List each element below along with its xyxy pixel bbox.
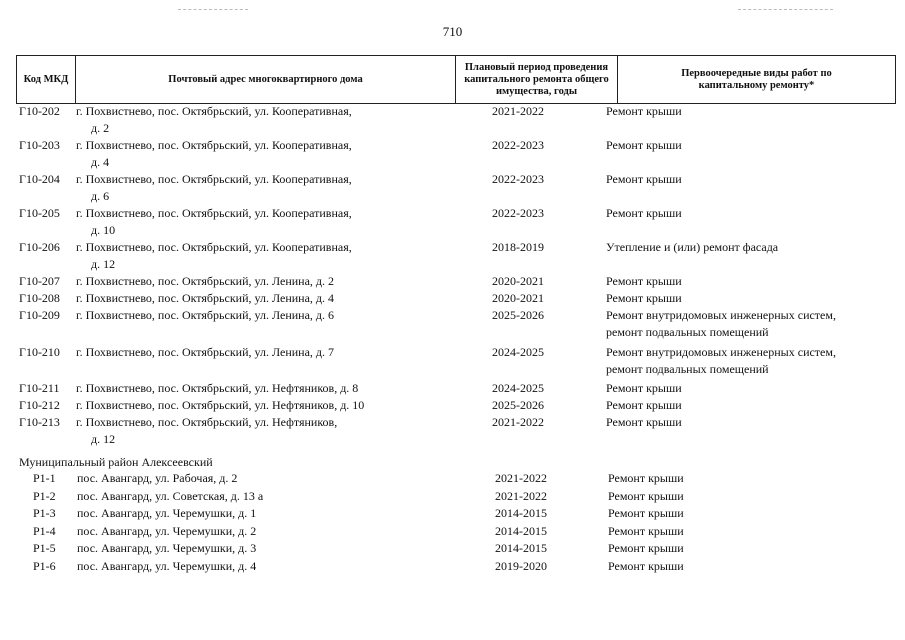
cell-period: 2022-2023 [492,206,544,220]
cell-period: 2021-2022 [492,104,544,118]
cell-code: Р1-2 [33,488,56,503]
cell-work: Ремонт внутридомовых инженерных систем, [606,345,836,359]
scan-artifact [738,9,833,11]
cell-period: 2025-2026 [492,308,544,322]
cell-period: 2018-2019 [492,240,544,254]
cell-address: пос. Авангард, ул. Рабочая, д. 2 [77,471,238,485]
cell-work: Ремонт крыши [608,523,684,538]
cell-period: 2025-2026 [492,398,544,412]
cell-address: г. Похвистнево, пос. Октябрьский, ул. Ленина, д. 6 [76,308,335,322]
cell-code: Г10-207 [19,274,60,288]
header-work: Первоочередные виды работ по капитальному ремонту* [617,56,896,103]
cell-period: 2020-2021 [492,291,544,305]
cell-period: 2021-2022 [495,488,547,503]
cell-address: г. Похвистнево, пос. Октябрьский, ул. Ленина, д. 4 [76,291,335,305]
cell-period: 2020-2021 [492,274,544,288]
cell-code: Г10-202 [19,104,60,118]
cell-code: Р1-6 [33,558,56,573]
cell-address-cont: д. 12 [91,257,116,271]
cell-work: Ремонт крыши [606,381,682,395]
cell-work: Ремонт крыши [606,172,682,186]
header-period: Плановый период проведения капитального ремонта общего имущества, годы [455,56,617,103]
cell-period: 2021-2022 [495,471,547,485]
cell-code: Г10-206 [19,240,60,254]
cell-address-cont: д. 2 [91,121,110,135]
cell-code: Р1-5 [33,541,56,555]
cell-code: Г10-205 [19,206,60,220]
cell-address: г. Похвистнево, пос. Октябрьский, ул. Кооперативная, [76,172,352,186]
cell-address: пос. Авангард, ул. Черемушки, д. 2 [77,523,257,538]
cell-work: Утепление и (или) ремонт фасада [606,240,779,254]
cell-work: Ремонт крыши [608,471,684,485]
cell-address: пос. Авангард, ул. Черемушки, д. 4 [77,558,257,573]
cell-period: 2024-2025 [492,345,544,359]
cell-work: Ремонт крыши [608,488,684,503]
cell-address: г. Похвистнево, пос. Октябрьский, ул. Кооперативная, [76,138,352,152]
cell-work: Ремонт крыши [608,506,684,520]
cell-work: Ремонт крыши [606,138,682,152]
cell-period: 2022-2023 [492,172,544,186]
cell-work: Ремонт крыши [606,398,682,412]
cell-code: Г10-213 [19,415,60,429]
cell-period: 2022-2023 [492,138,544,152]
cell-address-cont: д. 4 [91,155,110,169]
cell-address: г. Похвистнево, пос. Октябрьский, ул. Ленина, д. 7 [76,345,335,359]
cell-address-cont: д. 12 [91,432,116,446]
cell-work: Ремонт крыши [608,541,684,555]
cell-code: Г10-204 [19,172,60,186]
header-code: Код МКД [16,56,75,103]
cell-work: Ремонт крыши [606,274,682,288]
cell-address: пос. Авангард, ул. Черемушки, д. 3 [77,541,257,555]
cell-code: Р1-1 [33,471,56,485]
cell-address: г. Похвистнево, пос. Октябрьский, ул. Ленина, д. 2 [76,274,335,288]
cell-address: пос. Авангард, ул. Советская, д. 13 а [77,488,264,503]
section-title: Муниципальный район Алексеевский [19,455,213,469]
cell-code: Г10-211 [19,381,60,395]
cell-address: г. Похвистнево, пос. Октябрьский, ул. Кооперативная, [76,206,352,220]
cell-work: Ремонт крыши [606,206,682,220]
cell-code: Г10-210 [19,345,60,359]
cell-code: Г10-212 [19,398,60,412]
cell-work: Ремонт крыши [608,558,684,573]
cell-address: пос. Авангард, ул. Черемушки, д. 1 [77,506,257,520]
cell-code: Г10-203 [19,138,60,152]
cell-address: г. Похвистнево, пос. Октябрьский, ул. Кооперативная, [76,104,352,118]
cell-address: г. Похвистнево, пос. Октябрьский, ул. Нефтяников, [76,415,338,429]
cell-address: г. Похвистнево, пос. Октябрьский, ул. Нефтяников, д. 10 [76,398,365,412]
cell-code: Г10-208 [19,291,60,305]
cell-period: 2014-2015 [495,523,547,538]
table-header [16,55,896,104]
cell-code: Г10-209 [19,308,60,322]
cell-period: 2021-2022 [492,415,544,429]
cell-period: 2024-2025 [492,381,544,395]
cell-work: Ремонт внутридомовых инженерных систем, [606,308,836,322]
cell-period: 2014-2015 [495,506,547,520]
cell-address-cont: д. 10 [91,223,116,237]
cell-address: г. Похвистнево, пос. Октябрьский, ул. Кооперативная, [76,240,352,254]
cell-code: Р1-3 [33,506,56,520]
cell-code: Р1-4 [33,523,56,538]
cell-work-cont: ремонт подвальных помещений [606,325,769,339]
cell-period: 2019-2020 [495,558,547,573]
cell-address-cont: д. 6 [91,189,110,203]
cell-work-cont: ремонт подвальных помещений [606,362,769,376]
cell-work: Ремонт крыши [606,415,682,429]
scan-artifact [178,9,248,11]
header-address: Почтовый адрес многоквартирного дома [75,56,455,103]
cell-address: г. Похвистнево, пос. Октябрьский, ул. Нефтяников, д. 8 [76,381,359,395]
page-number: 710 [442,24,463,39]
cell-work: Ремонт крыши [606,104,682,118]
cell-work: Ремонт крыши [606,291,682,305]
cell-period: 2014-2015 [495,541,547,555]
